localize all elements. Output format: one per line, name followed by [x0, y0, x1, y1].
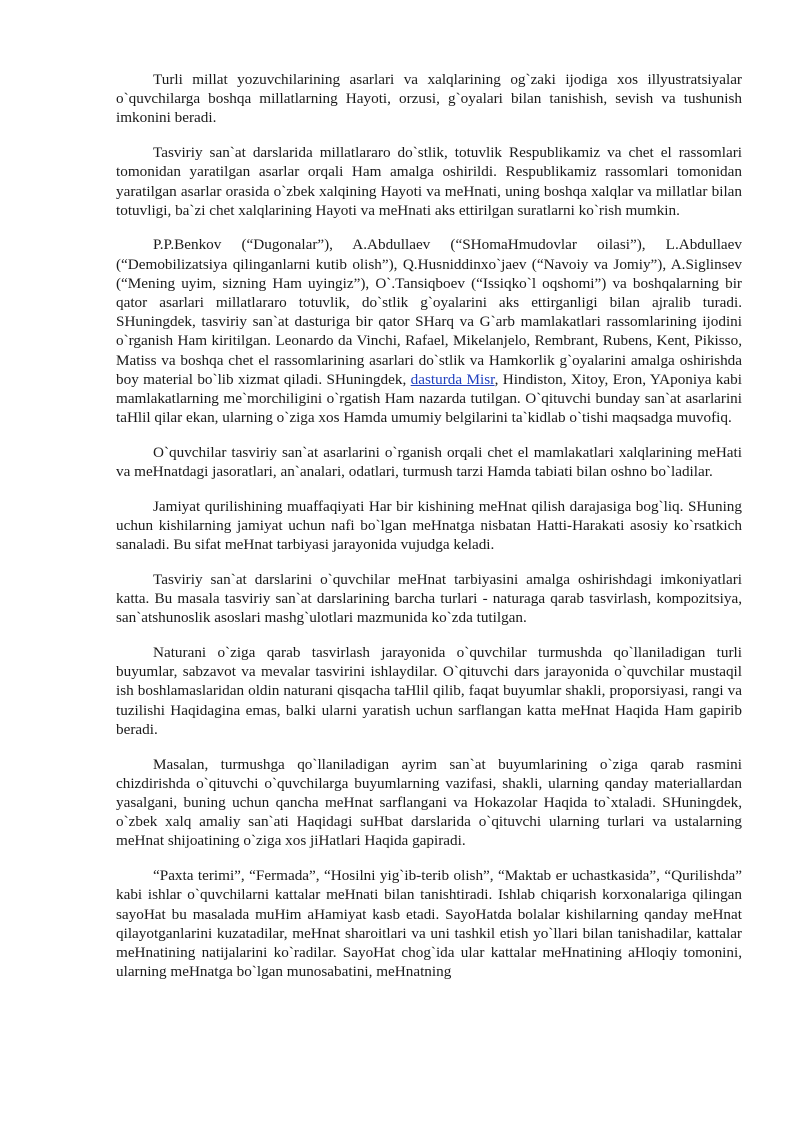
dasturda-misr-link[interactable]: dasturda Misr [410, 370, 495, 388]
paragraph-works-excursions: “Paxta terimi”, “Fermada”, “Hosilni yig`ib-terib olish”, “Maktab er uchastkasida”, “Qurilishda” kabi ishlar o`quvchilarni kattalar meHnati bilan tanishtiradi. Ishlab chiqarish korxonalariga qilingan sayoHat bu masalada muHim aHamiyat kasb etadi. SayoHatda bolalar kishilarning qanday meHnat qilayotganlarini kuzatadilar, meHnat sharoitlari va uni tashkil etish yo`llari bilan tanishadilar, kattalar meHnatining natijalarini ko`radilar. SayoHat chog`ida ular kattalar meHnatining aHloqiy tomonini, ularning meHnatga bo`lgan munosabatini, meHnatning [116, 867, 742, 981]
paragraph-illustrations: Turli millat yozuvchilarining asarlari va xalqlarining og`zaki ijodiga xos illyustratsiyalar o`quvchilarga boshqa millatlarning Hayoti, orzusi, g`oyalari bilan tanishish, sevish va tushunish imkonini beradi. [116, 71, 742, 127]
paragraph-foreign-peoples: O`quvchilar tasviriy san`at asarlarini o`rganish orqali chet el mamlakatlari xalqlarining meHati va meHnatdagi jasoratlari, an`analari, odatlari, turmush tarzi Hamda tabiati bilan oshno bo`ladilar. [116, 443, 742, 481]
paragraph-nature-drawing: Naturani o`ziga qarab tasvirlash jarayonida o`quvchilar turmushda qo`llaniladigan turli buyumlar, sabzavot va mevalar tasvirini ishlaydilar. O`qituvchi dars jarayonida o`quvchilar mustaqil ish boshlamaslaridan oldin naturani qisqacha taHlil qilib, faqat buyumlar shakli, proporsiyasi, rangi va tuzilishi Haqidagina emas, balki ularni yaratish uchun sarflangan katta meHnat Haqida Ham gapirib beradi. [116, 644, 742, 738]
paragraph-example-objects: Masalan, turmushga qo`llaniladigan ayrim san`at buyumlarining o`ziga qarab rasmini chizdirishda o`qituvchi o`quvchilarga buyumlarning vazifasi, shakli, ularning qanday materiallardan yasalgani, buning uchun qancha meHnat sarflangani va Hokazolar Haqida to`xtaladi. SHuningdek, o`zbek xalq amaliy san`ati Haqidagi suHbat darslarida o`qituvchi ularning turlari va ustalarning meHnat shijoatining o`ziga xos jiHatlari Haqida gapiradi. [116, 755, 742, 850]
paragraph-society-labor: Jamiyat qurilishining muaffaqiyati Har bir kishining meHnat qilish darajasiga bog`liq. SHuning uchun kishilarning jamiyat uchun nafi bo`lgan meHnatga nisbatan Hatti-Harakati asosiy ko`rsatkich sanaladi. Bu sifat meHnat tarbiyasi jarayonida vujudga keladi. [116, 497, 742, 554]
paragraph-text-before-link: P.P.Benkov (“Dugonalar”), A.Abdullaev (“SHomaHmudovlar oilasi”), L.Abdullaev (“Demobilizatsiya qilinganlarni kutib olish”), Q.Husniddinxo`jaev (“Navoiy va Jomiy”), A.Siglinsev (“Mening uyim, sizning Ham uyingiz”), O`.Tansiqboev (“Issiqko`l oqshomi”) va boshqalarning bir qator asarlari millatlararo totuvlik, do`stlik g`oyalarini aks ettirganligi bilan ajralib turadi. SHuningdek, tasviriy san`at dasturiga bir qator SHarq va G`arb mamlakatlari rassomlarining ijodini o`rganish Ham kiritilgan. Leonardo da Vinchi, Rafael, Mikelanjelo, Rembrant, Rubens, Kent, Pikisso, Matiss va boshqa chet el rassomlarining asarlari do`stlik va Hamkorlik g`oyalarini amalga oshirishda boy material bo`lib xizmat qiladi. SHuningdek, [116, 236, 742, 388]
paragraph-friendship-lessons: Tasviriy san`at darslarida millatlararo do`stlik, totuvlik Respublikamiz va chet el rassomlari tomonidan yaratilgan asarlar orqali Ham amalga oshirildi. Respublikamiz rassomlari tomonidan yaratilgan asarlar orasida o`zbek xalqining Hayoti va meHnati, uning boshqa xalqlar va millatlar bilan totuvligi, ba`zi chet xalqlarining Hayoti va meHnati aks ettirilgan suratlarni ko`rish mumkin. [116, 144, 742, 219]
document-page [116, 70, 742, 997]
paragraph-labor-education: Tasviriy san`at darslarini o`quvchilar meHnat tarbiyasini amalga oshirishdagi imkoniyatlari katta. Bu masala tasviriy san`at darslarining barcha turlari - naturaga qarab tasvirlash, kompozitsiya, san`atshunoslik asoslari mashg`ulotlari mazmunida ko`zda tutilgan. [116, 570, 742, 627]
paragraph-artists-works [116, 235, 742, 427]
paragraph-text-after-link: , Hindiston, Xitoy, Eron, YAponiya kabi mamlakatlarning me`morchiligini o`rgatish Ham nazarda tutilgan. O`qituvchi bunday san`at asarlarini taHlil qilar ekan, ularning o`ziga xos Hamda umumiy belgilarini ta`kidlab o`tishi maqsadga muvofiq. [116, 370, 742, 427]
